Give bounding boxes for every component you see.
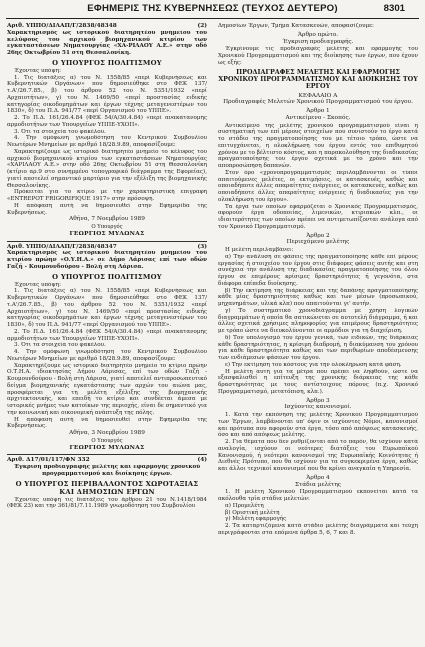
decision-3-clause-2: 2. Το Π.Δ. 161/26.4.84 (ΦΕΚ 54/Α/30.4.84) «περί ανακατανομής αρμοδιοτήτων των Υπουργείων ΥΠΠΕ-ΥΧΟΠ». [7,328,207,342]
decision-3-signer: ΓΕΩΡΓΙΟΣ ΜΥΛΩΝΑΣ [69,444,145,451]
gazette-title: ΕΦΗΜΕΡΙΣ ΤΗΣ ΚΥΒΕΡΝΗΣΕΩΣ (ΤΕΥΧΟΣ ΔΕΥΤΕΡΟ) [87,3,338,14]
decision-2-clause-3: 3. Ότι τα στοιχεία του φακέλου. [14,128,106,135]
decision-4-seq: (4) [197,457,207,464]
approval-heading: Έγκριση προδιαγραφής. [282,38,354,45]
decision-2-clause-1: 1. Τις διατάξεις α) του Ν. 1558/85 «περί Κυβερνήσεως και Κυβερνητικών Οργάνων» που δημοσιεύθηκε στο ΦΕΚ 137/τ.Α'/26.7.85., β) του άρθρου 52 του Ν. 5351/1932 «περί Αρχαιοτήτων», γ) του Ν. 1469/50 «περί προστασίας ειδικής κατηγορίας οικοδομημάτων και έργων τέχνης μεταγενεστέρων του 1830», δ) του Π.Δ. 941/77 «περί Οργανισμού του ΥΠΠΕ». [7,74,207,115]
decision-2-body: Χαρακτηρίζουμε ως ιστορικό διατηρητέο μνημείο το κέλυφος του αρχικού βιομηχανικού κτιρίου των εγκαταστάσεων Νηματουργίας «ΧΑΡΙΛΑΟΥ Α.Ε.» στην οδό 26ης Οκτωβρίου 51 στη Θεσσαλονίκη (κτίριο αρ.9 στο συνημμένο τοπογραφικό διάγραμμα της Εφορείας), γιατί αποτελεί σημαντικό μαρτύριο για την εξέλιξη της βιομηχανικής Θεσσαλονίκης. [7,148,207,189]
divider [7,454,207,455]
continuation-text: Δημοσίων Έργων, Τμήμα Κατασκευών, αποφασίζουμε: [218,23,374,29]
decision-2-seq: (2) [197,23,207,29]
decision-4-having: Έχοντας υπόψη τις διατάξεις του άρθρου 21 του Ν.1418/1984 (ΦΕΚ 23) και την 361/81/7.11.1989 γνωμοδότηση του Συμβουλίου [7,496,207,510]
left-column [7,23,207,510]
decision-2-authority: Ο ΥΠΟΥΡΓΟΣ ΠΟΛΙΤΙΣΜΟΥ [52,58,162,67]
decision-2-summary: Χαρακτηρισμός ως ιστορικού διατηρητέου μνημείου του κελύφους του αρχικού βιομηχανικού κτιρίου των εγκαταστάσεων Νηματουργίας «ΧΑ-ΡΙΛΑΟΥ Α.Ε.» στην οδό 26ης Οκτωβρίου 51 στη Θεσσαλονίκη. [7,29,207,56]
article-2-item: α) Την ανάλυση σε φάσεις της πραγματοποίησης κάθε επί μέρους εργασίας ή στοιχείου του έργου στις διάφορες φάσεις αυτής και στη συνέχεια την ανάλυση της διαδικασίας πραγματοποίησης του όλου έργου σε επιμέρους κρίσιμες δραστηριότητες ή γεγονότα, στα διάφορα επίπεδα διοίκησης. [218,253,418,287]
decision-4-summary: Έγκριση προδιαγραφής μελέτης και εφαρμογής χρονικού προγραμματισμού και διοίκησης έργων. [13,464,201,477]
decision-2-ref-number: Αριθ. ΥΠΠΟ/ΔΙΛΑΠ/Γ/2838/48348 [7,23,117,29]
article-4-stage: α) Προμελέτη [225,502,264,509]
article-2-title: Άρθρο 2 [306,232,330,239]
article-2-paragraph: Η μελέτη αυτή για τα μέτρα που πρέπει να ληφθούν, ώστε να εξασφαλισθεί η επίτευξη της χρονικής διάρκειας της κάθε δραστηριότητας με τους αντίστοιχους πόρους (π.χ. Χρονικό Προγραμματισμό, μετατόπιση, κλπ.). [218,368,418,395]
article-1-paragraph: Τα έργα των οποίων εφαρμόζεται ο Χρονικός Προγραμματισμός, αφορούν έργα οδοποιίας, λιμενικών, κτιριακών κλπ., οι ιδιαιτερότητες των οποίων πρέπει να αντιμετωπίζονται ανάλογα από τον Χρονικό Προγραμματισμό. [218,203,418,230]
decision-4-authority: Ο ΥΠΟΥΡΓΟΣ ΠΕΡΙΒΑΛΛΟΝΤΟΣ ΧΩΡΟΤΑΞΙΑΣ ΚΑΙ ΔΗΜΟΣΙΩΝ ΕΡΓΩΝ [15,479,199,496]
chapter-subtitle: Προδιαγραφές Μελετών Χρονικού Προγραμματισμού του έργου. [223,99,413,106]
decision-3-publish: Η απόφαση αυτή να δημοσιευθεί στην Εφημερίδα της Κυβερνήσεως. [7,416,207,430]
article-4-paragraph: 2. Τα καταρτιζόμενα κατά στάδιο μελέτης διαγράμματα και τεύχη περιγράφονται στα επόμενα άρθρα 5, 6, 7 και 8. [218,523,418,536]
article-2-intro: Η μελέτη περιλαμβάνει: [225,247,294,254]
article-4-subtitle: Στάδια μελέτης [294,481,342,488]
article-3-paragraph: 2. Για θέματα που δεν ρυθμίζονται από το παρόν, θα ισχύουν κατά αναλογία, ισχύουν οι νεότερες διατάξεις του Ευρωπαϊκού Κανονισμού, ή νεότεροι κανονισμοί της Ευρωπαϊκής Κοινότητας ή Διεθνές Πρότυπο, που θα ισχύουν για τα συγκεκριμένα έργα, καθώς και άλλοι τεχνικοί κανονισμοί που θα κρίνει αναγκαία η Υπηρεσία. [218,439,418,473]
approval-text: Έγκρίνουμε τις προδιαγραφές μελέτης και εφαρμογής του Χρονικού Προγραμματισμού και της διοίκησης των έργων, που έχουν ως εξής: [218,46,418,66]
decision-2-reference [7,23,207,30]
decision-2-date: Αθήνα, 7 Νοεμβρίου 1989 [69,216,145,223]
article-1-subtitle: Αντικείμενο - Σκοπός. [285,114,351,121]
decision-3-body: Χαρακτηρίζουμε ως ιστορικό διατηρητέο μνημείο το κτίριο πρώην Ο.Τ.Η.Α. ιδιοκτησίας Δήμου Λάρισας, επί των οδών Γαζή - Κουμουνδούρου - Βολή στη Λάρισα, γιατί αποτελεί αντιπροσωπευτικό δείγμα βιομηχανικής εγκατάστασης των αρχών του αιώνα μας, προσφέρεται για τη μελέτη εξέλιξης της βιομηχανικής αρχιτεκτονικής, και επειδή το κτίριο και συνδέεται άμεσα με ιστορικές μνήμες των κατοίκων της περιοχής, είναι δε σημαντικό για την κοινωνική και οικονομική ανάπτυξη της πόλης. [7,362,207,416]
article-2-item: β) Την εκτίμηση της διάρκειας και της δαπάνης πραγματοποίησης κάθε μίας δραστηριότητας καθώς και των μέσων (προσωπικού, μηχανημάτων, υλικά κλπ) που απαιτούνται γι' αυτήν. [218,287,418,308]
decision-2-signer: ΓΕΩΡΓΙΟΣ ΜΥΛΩΝΑΣ [69,230,145,237]
page-header [6,3,419,17]
decision-4-reference [7,457,207,464]
decision-3-signer-role: Ο Υπουργός [91,437,123,444]
decision-3-summary: Χαρακτηρισμός ως ιστορικού διατηρητέου μνημείου του κτιρίου πρώην «Ο.Υ.Η.Α.» σε Δήμο Λάρισας επί των οδών Γαζή - Κουμουνδούρου - Βολή στη Λάρισα. [7,250,207,270]
article-1-paragraph: Αντικείμενο της μελέτης χρονικού προγραμματισμού είναι η συστηματική των επί μέρους στοιχείων που συνιστούν το έργο κατά το στάδιο της πραγματοποίησης του με τέτοιο τρόπο, ώστε να επιτυγχάνεται, η ολοκλήρωση του έργου εντός του επιθυμητού χρόνου με το βέλτιστο κόστος, και η παρακολούθηση της διαδικασίας πραγματοποίησης του έργου σχετικά με το χρόνο και την αποπροσώπηση δαπανών. [218,122,418,170]
page-number: 8301 [383,3,405,14]
article-only-title: Άρθρο πρώτο. [297,31,339,38]
decision-3-seq: (3) [197,243,207,250]
header-rule [6,18,419,19]
article-1-title: Άρθρο 1 [306,108,330,115]
chapter-title: ΚΕΦΑΛΑΙΟ Α [298,92,338,99]
specification-title: ΠΡΟΔΙΑΓΡΑΦΕΣ ΜΕΛΕΤΗΣ ΚΑΙ ΕΦΑΡΜΟΓΗΣ ΧΡΟΝΙΚΟΥ ΠΡΟΓΡΑΜΜΑΤΙΣΜΟΥ ΚΑΙ ΔΙΟΙΚΗΣΗΣ ΤΟΥ ΕΡΓΟΥ [218,67,418,91]
decision-3-clause-4: 4. Την ομόφωνη γνωμοδότηση του Κεντρικού Συμβουλίου Νεωτέρων Μνημείων με αριθμό 18/28.9.89, αποφασίζουμε: [7,349,207,362]
decision-3-date: Αθήνα, 3 Νοεμβρίου 1989 [69,430,145,436]
article-4-stage: γ) Μελέτη εφαρμογής [225,516,287,523]
article-3-paragraph: 1. Κατά την εκπόνηση της μελέτης Χρονικού Προγραμματισμού των Έργων, λαμβάνονται υπ' όψιν οι ισχύοντες Νόμοι, κανονισμοί και πρότυπα που αφορούν στα έργα, τόσο από απόψεως κατασκευής, όσο και από απόψεως μελέτης. [218,412,418,439]
decision-2-signer-role: Ο Υπουργός [91,224,123,230]
article-4-stage: β) Οριστική μελέτη [225,509,280,516]
decision-3-authority: Ο ΥΠΟΥΡΓΟΣ ΠΟΛΙΤΙΣΜΟΥ [52,272,162,281]
decision-2-clause-4: 4. Την ομόφωνη γνωμοδότηση του Κεντρικού Συμβουλίου Νεωτέρων Μνημείων με αριθμό 18/28.9.89, αποφασίζουμε: [7,135,207,148]
decision-2-publish: Η απόφαση αυτή να δημοσιευθεί στην Εφημερίδα της Κυβερνήσεως. [7,202,207,216]
decision-3-reference [7,244,207,251]
article-2-subtitle: Περιεχόμενο μελέτης [286,239,350,246]
article-4-intro: 1. Η μελέτη Χρονικού Προγραμματισμού εκπονείται κατά τα ακόλουθα τρία στάδια μελετών: [218,489,418,503]
decision-3-ref-number: Αριθ. ΥΠΠΟ/ΔΙΛΑΠ/Γ/2838/48347 [7,243,117,250]
article-3-subtitle: Ισχύοντες κανονισμοί. [284,404,352,411]
decision-3-clause-3: 3. Ότι τα στοιχεία του φακέλου. [14,342,106,349]
decision-2-having: Έχοντας υπόψη: [14,67,62,74]
article-3-title: Άρθρο 3 [306,397,330,404]
article-2-item: δ) Τον υπολογισμό του έργου γενικά, των ειδικών, της διάρκειας κάθε δραστηριότητας, η κρίσιμη διαδρομή, η διακύμανση του χρόνου για κάθε δραστηριότητα καθώς και των περιθωρίων αποδέσμευσης των ενδιάμεσων φάσεων του έργου. [218,334,418,362]
divider [7,241,207,242]
article-4-title: Άρθρο 4 [306,474,330,481]
article-2-item: ε) Την εκτίμηση του κόστους για την ολοκλήρωση κατά φάση. [225,361,402,368]
decision-2-clause-2: 2. Το Π.Δ. 161/26.4.84 (ΦΕΚ 54/Α/30.4.84) «περί ανακατανομής αρμοδιοτήτων των Υπουργείων ΥΠΠΕ-ΥΧΟΠ». [7,115,207,128]
decision-4-ref-number: Αριθ. Δ17/01/117/ΦΝ 332 [7,457,90,464]
article-1-paragraph: Στον όρο «χρονοπρογραμματισμός περιλαμβάνονται οι τύποι απαιτούμενες μελέτες, οι εκτιμήσεις, οι κατασκευές, καθώς και οποιαδήποτε άλλες απαραίτητες ενέργειες, οι κατασκευές, καθώς και οποιαδήποτε άλλες απαραίτητες ενέργειες ή διαδικασίες για την ολοκλήρωση του έργου». [218,169,418,203]
article-2-item: γ) Το συστηματικό χρονοδιάγραμμα με χρήση λογικών διαγραμμάτων ή οποία θα σατικώνεται σε αυτοτελή διάγραμμα, ή και άλλες σχετικά χρήσιμες πληροφορίες για επιμέρους δραστηριότητες με τρόπο ώστε να διευκολύνονται οι αρμόδιοι για τη διαχείριση. [218,307,418,335]
right-column [218,23,418,537]
decision-2-body-2: Πρόκειται για το κτίριο με την χαρακτηριστική επιγραφή «ENTREPOT FRIGORIFIQUE 1917» στην πρόσοψη. [7,189,207,202]
decision-3-clause-1: 1. Τις διατάξεις α) του Ν. 1558/85 «περί Κυβερνήσεως και Κυβερνητικών Οργάνων» που δημοσιεύθηκε στο ΦΕΚ 137/τ.Α'/26.7.85., β) του άρθρου 52 του Ν. 5351/1932 «περί Αρχαιοτήτων», γ) του Ν. 1469/50 «περί προστασίας ειδικής κατηγορίας οικοδομημάτων και έργων τέχνης μεταγενεστέρων του 1830», δ) του Π.Δ. 941/77 «περί Οργανισμού του ΥΠΠΕ». [7,288,207,328]
decision-3-having: Έχοντας υπόψη: [14,281,62,288]
